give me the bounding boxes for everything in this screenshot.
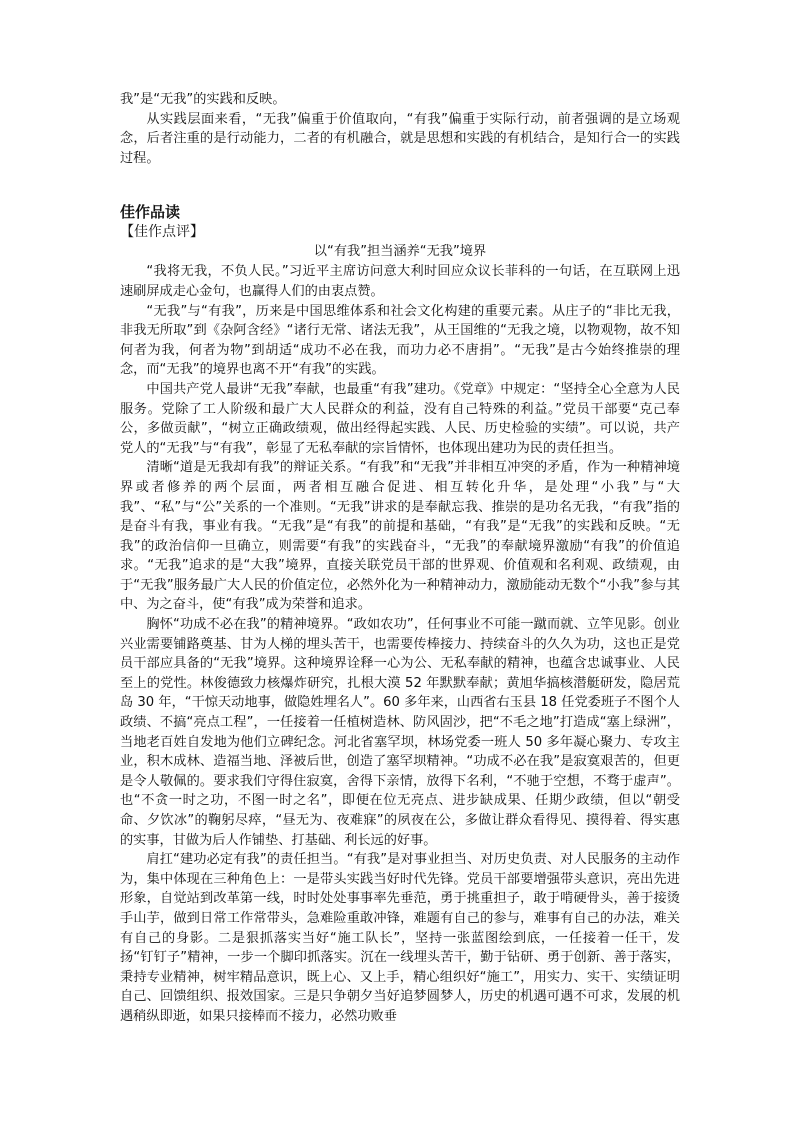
section-subheading: 【佳作点评】: [120, 224, 204, 241]
document-page: [120, 90, 680, 1027]
article-paragraph: “我将无我，不负人民。”习近平主席访问意大利时回应众议长菲科的一句话，在互联网上迅速刷屏成走心金句，也赢得人们的由衷点赞。: [120, 264, 680, 299]
article-paragraph: 中国共产党人最讲“无我”奉献，也最重“有我”建功。《党章》中规定：“坚持全心全意为人民服务。党除了工人阶级和最广大人民群众的利益，没有自己特殊的利益。”党员干部要“克己奉公，多做贡献”，“树立正确政绩观，做出经得起实践、人民、历史检验的实绩”。可以说，共产党人的“无我”与“有我”，彰显了无私奉献的宗旨情怀，也体现出建功为民的责任担当。: [120, 381, 680, 456]
section-heading: 佳作品读: [120, 203, 181, 222]
article-paragraph: 清晰“道是无我却有我”的辩证关系。“有我”和“无我”并非相互冲突的矛盾，作为一种精神境界或者修养的两个层面，两者相互融合促进、相互转化升华，是处理“小我”与“大我”、“私”与“公”关系的一个准则。“无我”讲求的是奉献忘我、推崇的是功名无我，“有我”指的是奋斗有我，事业有我。“无我”是“有我”的前提和基础，“有我”是“无我”的实践和反映。“无我”的政治信仰一旦确立，则需要“有我”的实践奋斗，“无我”的奉献境界激励“有我”的价值追求。“无我”追求的是“大我”境界，直接关联党员干部的世界观、价值观和名利观、政绩观，由于“无我”服务最广大人民的价值定位，必然外化为一种精神动力，激励能动无数个“小我”参与其中、为之奋斗，使“有我”成为荣誉和追求。: [120, 460, 680, 613]
intro-paragraph-1: 我”是“无我”的实践和反映。: [120, 92, 286, 107]
intro-paragraph-2: 从实践层面来看，“无我”偏重于价值取向，“有我”偏重于实际行动，前者强调的是立场观念，后者注重的是行动能力，二者的有机融合，就是思想和实践的有机结合，是知行合一的实践过程。: [120, 111, 680, 166]
article-title: 以“有我”担当涵养“无我”境界: [313, 244, 487, 260]
article-paragraph: 胸怀“功成不必在我”的精神境界。“政如农功”，任何事业不可能一蹴而就、立竿见影。创业兴业需要铺路奠基、甘为人梯的埋头苦干，也需要传棒接力、持续奋斗的久久为功，这也正是党员干部应具备的“无我”境界。这种境界诠释一心为公、无私奉献的精神，也蕴含忠诚事业、人民至上的党性。林俊德致力核爆炸研究，扎根大漠 52 年默默奉献；黄旭华搞核潜艇研发，隐居荒岛 30 年，“干惊天动地事，做隐姓埋名人”。60 多年来，山西省右玉县 18 任党委班子不图个人政绩、不搞“亮点工程”，一任接着一任植树造林、防风固沙，把“不毛之地”打造成“塞上绿洲”，当地老百姓自发地为他们立碑纪念。河北省塞罕坝，林场党委一班人 50 多年凝心聚力、专攻主业，积木成林、造福当地、泽被后世，创造了塞罕坝精神。“功成不必在我”是寂寞艰苦的，但更是令人敬佩的。要求我们守得住寂寞，舍得下亲情，放得下名利，“不驰于空想，不骛于虚声”。也“不贪一时之功，不图一时之名”，即便在位无亮点、进步缺成果、任期少政绩，但以“朝受命、夕饮冰”的鞠躬尽瘁，“昼无为、夜难寐”的夙夜在公，多做让群众看得见、摸得着、得实惠的实事，甘做为后人作铺垫、打基础、利长远的好事。: [120, 617, 680, 848]
article-paragraph: “无我”与“有我”，历来是中国思维体系和社会文化构建的重要元素。从庄子的“非比无我，非我无所取”到《杂阿含经》“诸行无常、诸法无我”，从王国维的“无我之境，以物观物，故不知何者为我，何者为物”到胡适“成功不必在我，而功力必不唐捐”。“无我”是古今始终推崇的理念，而“无我”的境界也离不开“有我”的实践。: [120, 303, 680, 378]
article-paragraph: 肩扛“建功必定有我”的责任担当。“有我”是对事业担当、对历史负责、对人民服务的主动作为，集中体现在三种角色上：一是带头实践当好时代先锋。党员干部要增强带头意识，亮出先进形象，自觉站到改革第一线，时时处处事事率先垂范，勇于挑重担子，敢于啃硬骨头，善于接烫手山芋，做到日常工作常带头，急难险重敢冲锋，难题有自己的参与，难事有自己的办法，难关有自己的身影。二是狠抓落实当好“施工队长”，坚持一张蓝图绘到底，一任接着一任干，发扬“钉钉子”精神，一步一个脚印抓落实。沉在一线埋头苦干，勤于钻研、勇于创新、善于落实，秉持专业精神，树牢精品意识，既上心、又上手，精心组织好“施工”，用实力、实干、实绩证明自己、回馈组织、报效国家。三是只争朝夕当好追梦圆梦人，历史的机遇可遇不可求，发展的机遇稍纵即逝，如果只接棒而不接力，必然功败垂: [120, 852, 680, 1024]
